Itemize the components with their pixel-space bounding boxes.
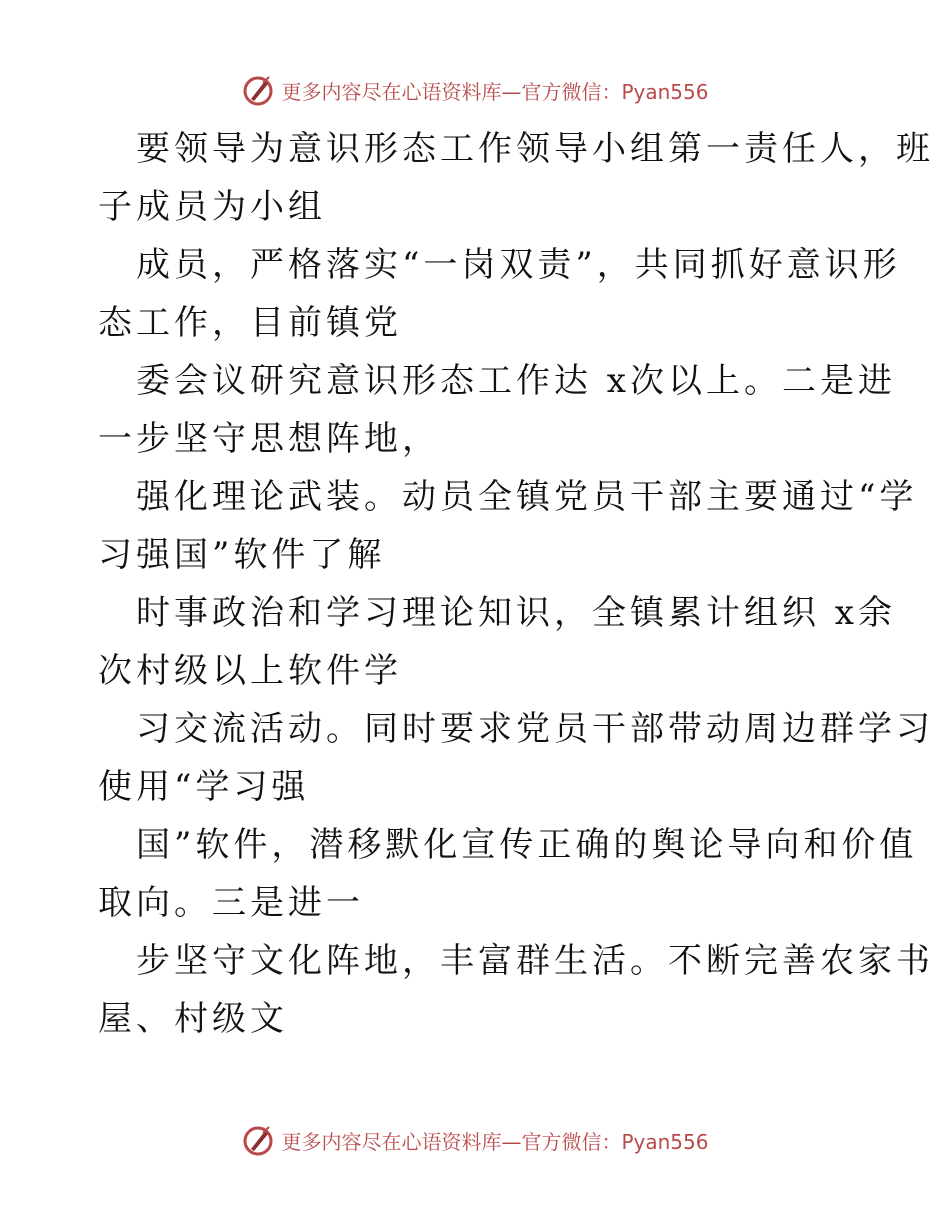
quill-pen-logo-icon: [241, 73, 275, 107]
paragraph-line: 要领导为意识形态工作领导小组第一责任人，班: [136, 129, 934, 169]
paragraph-line: 强化理论武装。动员全镇党员干部主要通过“学: [136, 477, 918, 517]
paragraph-line: 态工作，目前镇党: [98, 303, 402, 343]
paragraph-line: 子成员为小组: [98, 187, 326, 227]
paragraph-3: [0, 352, 896, 468]
paragraph-line: 一步坚守思想阵地，: [98, 419, 440, 459]
paragraph-line: 成员，严格落实“一岗双责”，共同抓好意识形: [136, 245, 901, 285]
paragraph-line: 国”软件，潜移默化宣传正确的舆论导向和价值: [136, 825, 918, 865]
paragraph-line: 使用“学习强: [98, 767, 310, 807]
paragraph-4: [0, 468, 917, 584]
paragraph-7: [0, 816, 917, 932]
paragraph-line: 委会议研究意识形态工作达 x次以上。二是进: [136, 361, 896, 401]
paragraph-2: [0, 236, 901, 352]
paragraph-5: [0, 584, 896, 700]
paragraph-1: [0, 120, 934, 236]
paragraph-line: 习交流活动。同时要求党员干部带动周边群学习: [136, 709, 934, 749]
quill-pen-logo-icon: [241, 1123, 275, 1157]
paragraph-line: 时事政治和学习理论知识，全镇累计组织 x余: [136, 593, 896, 633]
paragraph-line: 习强国”软件了解: [98, 535, 386, 575]
header-banner-text: 更多内容尽在心语资料库—官方微信：Pyan556: [281, 79, 709, 104]
paragraph-line: 次村级以上软件学: [98, 651, 402, 691]
footer-banner: [0, 1120, 950, 1160]
paragraph-8: [0, 932, 934, 1048]
paragraph-line: 屋、村级文: [98, 999, 288, 1039]
paragraph-6: [0, 700, 934, 816]
paragraph-line: 取向。三是进一: [98, 883, 364, 923]
footer-banner-text: 更多内容尽在心语资料库—官方微信：Pyan556: [281, 1129, 709, 1154]
paragraph-line: 步坚守文化阵地，丰富群生活。不断完善农家书: [136, 941, 934, 981]
header-banner: [0, 70, 950, 110]
